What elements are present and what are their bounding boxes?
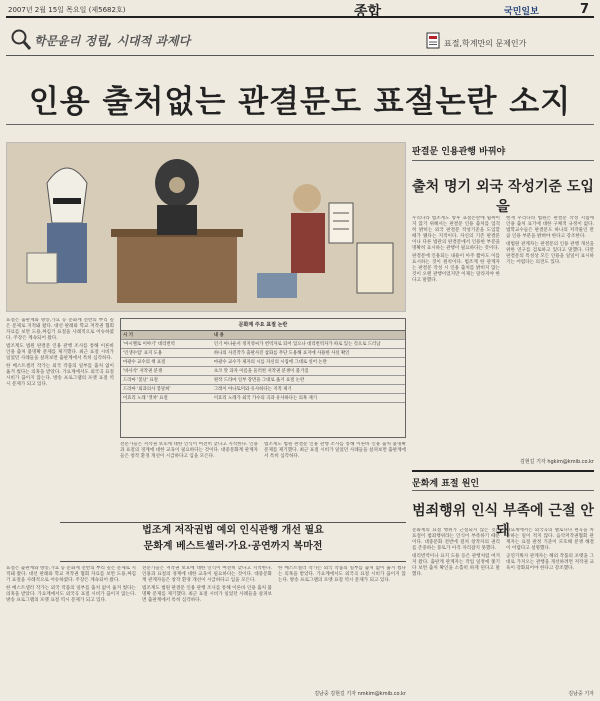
series-subtitle: 표절,학계만의 문제인가 xyxy=(444,39,527,48)
cases-table-title: 문화계 주요 표절 논란 xyxy=(121,319,405,331)
left-story-para: 표절은 출판계와 방송,가요 등 문화계 전반의 뿌리 깊은 문제로 지적돼 왔다. 대선 판례와 학교 저작권 협회 자료를 보면 도용,짜깁기 표절을 사례적으로 어슈하였다. 주장은 계속되어 왔다. xyxy=(6,318,114,341)
story2-para: 가요계에서는 외국곡의 멜로디나 편곡을 차용하는 일이 적지 않다. 음악저작권협회 관계자는 표절 판정 기준이 모호해 분쟁 해결이 어렵다고 설명했다. xyxy=(506,528,594,551)
table-header-cell: 시 기 xyxy=(121,331,212,340)
bottom-col-2 xyxy=(142,566,272,692)
headline-rule xyxy=(6,124,594,125)
left-story-col1 xyxy=(6,318,114,518)
story2-subhead: 범죄행위 인식 부족에 근절 안돼 xyxy=(412,503,594,539)
left-story-para: 법조계도 법원 판결문 인용 관행 조사를 통해 이른바 인용 출처 불명확 문제를 제기했다. 최근 표절 시비가 일었던 사례들을 살펴보면 출판계에서 특히 심각하다. xyxy=(142,586,272,603)
table-row xyxy=(121,367,405,376)
cases-table xyxy=(121,331,405,403)
middle-col-a xyxy=(120,442,258,518)
story2-col2 xyxy=(506,528,594,686)
series-banner xyxy=(6,26,594,56)
cases-table-box xyxy=(120,318,406,438)
story1-para: 현재 우리나라 법원은 판결문 작성 지침에 인용 출처 표기에 대한 구체적 규정이 없다. 법학교수들은 판결문도 하나의 저작물인 만큼 인용 부분을 밝혀야 한다고 강조한다. xyxy=(506,216,594,239)
table-row xyxy=(121,340,405,349)
pull-quote xyxy=(60,522,406,562)
story1-kicker: 판결문 인용관행 바꿔야 xyxy=(412,147,506,157)
left-story-para: 법조계도 법원 판결문 인용 관행 조사를 통해 이른바 인용 출처 불명확 문제를 제기했다. 최근 표절 시비가 일었던 사례들을 살펴보면 출판계에서 특히 심각하다. xyxy=(264,442,406,459)
main-headline: 인용 출처없는 관결문도 표절논란 소지 xyxy=(28,84,572,120)
series-title: 학문윤리 정립, 시대적 과제다 xyxy=(34,34,191,48)
table-cell: '바사삭' 저작권 분쟁 xyxy=(121,367,212,376)
pull-quote-line1: 법조계 저작권법 예외 인식관행 개선 필요 xyxy=(142,525,324,536)
document-icon xyxy=(426,32,440,50)
main-byline: 김남중 김현길 기자 nmkim@kmib.co.kr xyxy=(314,691,406,697)
story2-para: 공연기획사 관계자는 해외 작품의 포맷을 그대로 가져오는 관행을 개선하려면 저작권 교육이 강화되어야 한다고 강조했다. xyxy=(506,554,594,571)
left-story-para: 법조계도 법원 판결문 인용 관행 조사를 통해 이른바 인용 출처 불명확 문제를 제기했다. 최근 표절 시비가 일었던 사례들을 살펴보면 출판계에서 특히 심각하다. xyxy=(6,344,114,361)
section-title: 종합 xyxy=(354,4,382,20)
table-cell: 이효리 노래가 외국 가수의 곡과 유사하다는 의혹 제기 xyxy=(212,394,405,403)
table-cell: 원작 드라마 일부 장면을 그대로 옮겨 표절 논란 xyxy=(212,376,405,385)
story2-para: 대리번역이나 표지 도용 등은 관행처럼 여겨져 왔다. 출판계 관계자는 작업 일정에 쫓기다 보면 출처 확인을 소홀히 하게 된다고 말했다. xyxy=(412,554,500,577)
left-story-para: 표절은 출판계와 방송,가요 등 문화계 전반의 뿌리 깊은 문제로 지적돼 왔다. 대선 판례와 학교 저작권 협회 자료를 보면 도용,짜깁기 표절을 사례적으로 어슈하였다. 주장은 계속되어 왔다. xyxy=(6,566,136,583)
story1-col2 xyxy=(506,216,594,456)
story2-col1 xyxy=(412,528,500,686)
table-cell: 드라마 '봄날' 표절 xyxy=(121,376,212,385)
story1-byline: 김현길 기자 hgkim@kmib.co.kr xyxy=(519,459,594,465)
left-story-para: 한 베스트셀러 작가는 외국 작품의 일부를 출처 없이 옮겨 썼다는 의혹을 받았다. 가요계에서도 외국곡 표절 시비가 끊이지 않는다. 방송 프로그램의 포맷 표절 역시 문제가 되고 있다. xyxy=(6,364,114,387)
table-cell: 이효리 노래 '겟챠' 표절 xyxy=(121,394,212,403)
bottom-col-1 xyxy=(6,566,136,692)
table-cell: 초코 맛 과자 이름을 둘러싼 저작권 분쟁이 불거짐 xyxy=(212,367,405,376)
story1-col1 xyxy=(412,216,500,456)
story1-rule xyxy=(412,160,594,161)
newspaper-name: 국민일보 xyxy=(504,7,539,17)
story1-para: 판결문에 인용되는 내용이 아주 짧아도 이를 표시하는 것이 원칙이다. 법조계 한 관계자는 판결문 작성 시 인용 출처를 밝히지 않는 것이 오랜 관행이었지만 이제는 달라져야 한다고 말했다. xyxy=(412,254,500,283)
courtroom-illustration xyxy=(6,142,406,312)
table-header-row xyxy=(121,331,405,340)
table-row xyxy=(121,358,405,367)
middle-col-b xyxy=(264,442,406,518)
story2-para: 문화계의 표절 행위가 근절되지 않는 것은 표절이 범죄행위라는 인식이 부족하기 때문이다. 대중문화 전반에 걸쳐 창작자의 권리를 존중하는 풍토가 아직 자리잡지 못했다. xyxy=(412,528,500,551)
left-story-para: 전문가들은 저작권 보호에 대한 인식이 여전히 낮다고 지적한다. 인용과 표절의 경계에 대한 교육이 필요하다는 것이다. 대중문화계 관계자들은 창작 환경 개선이 시급하다고 입을 모은다. xyxy=(142,566,272,583)
table-cell: 인기 아나운서 정지영씨가 번역자로 되어 있으나 대리번역자가 따로 있는 것으로 드러남 xyxy=(212,340,405,349)
pull-quote-line2: 문화계 베스트셀러·가요·공연까지 복마전 xyxy=(143,541,323,552)
left-story-para: 전문가들은 저작권 보호에 대한 인식이 여전히 낮다고 지적한다. 인용과 표절의 경계에 대한 교육이 필요하다는 것이다. 대중문화계 관계자들은 창작 환경 개선이 시급하다고 입을 모은다. xyxy=(120,442,258,459)
story1-kicker-wrap xyxy=(412,144,594,157)
story2-kicker: 문화계 표절 원인 xyxy=(412,479,480,489)
story1-para: 대법원 관계자는 판결문의 인용 관행 개선을 위한 연구를 검토하고 있다고 말했다. 다만 판결문의 특성상 모든 인용을 일일이 표시하기는 어렵다는 의견도 있다. xyxy=(506,242,594,265)
masthead-bar xyxy=(6,2,594,18)
story2-byline: 김남중 기자 xyxy=(568,691,594,697)
table-cell: 드라마 '외과의사 봉달희' xyxy=(121,385,212,394)
bottom-col-3 xyxy=(278,566,406,686)
table-row xyxy=(121,394,405,403)
story2-rule xyxy=(412,490,594,491)
story1-subhead: 출처 명기 외국 작성기준 도입을 xyxy=(412,179,594,215)
table-row xyxy=(121,385,405,394)
table-row xyxy=(121,376,405,385)
table-cell: '인생수업' 표지 도용 xyxy=(121,349,212,358)
issue-date: 2007년 2월 15일 목요일 (제5682호) xyxy=(8,6,126,14)
story2-top-rule xyxy=(412,470,594,472)
table-cell: 마광수 교수의 책 표절 xyxy=(121,358,212,367)
left-story-para: 한 베스트셀러 작가는 외국 작품의 일부를 출처 없이 옮겨 썼다는 의혹을 받았다. 가요계에서도 외국곡 표절 시비가 끊이지 않는다. 방송 프로그램의 포맷 표절 역시 문제가 되고 있다. xyxy=(6,586,136,603)
table-cell: 그레이 아나토미와 유사하다는 지적 제기 xyxy=(212,385,405,394)
table-cell: '마시멜로 이야기' 대리번역 xyxy=(121,340,212,349)
table-row xyxy=(121,349,405,358)
story1-para: 우리나라 법조계도 향후 표절논란에 휩싸이지 않기 위해서는 판결문 인용 출처를 엄격히 밝히는 외국 판결문 작성기준을 도입할 때가 됐다는 지적이다. 자신의 기존 판결문이나 다른 법관의 판결문에서 인용한 부분을 명확히 표시하는 관행이 필요하다는 것이다. xyxy=(412,216,500,251)
table-cell: 마광수 교수가 제자의 시를 자신의 시집에 그대로 실어 논란 xyxy=(212,358,405,367)
magnifier-icon xyxy=(10,28,32,52)
left-story-para: 한 베스트셀러 작가는 외국 작품의 일부를 출처 없이 옮겨 썼다는 의혹을 받았다. 가요계에서도 외국곡 표절 시비가 끊이지 않는다. 방송 프로그램의 포맷 표절 역시 문제가 되고 있다. xyxy=(278,566,406,583)
page-number: 7 xyxy=(580,2,590,17)
table-cell: 하나의 사진작가 출판사진 삽화를 무단 도용해 표지에 사용한 사실 확인 xyxy=(212,349,405,358)
table-header-cell: 내 용 xyxy=(212,331,405,340)
